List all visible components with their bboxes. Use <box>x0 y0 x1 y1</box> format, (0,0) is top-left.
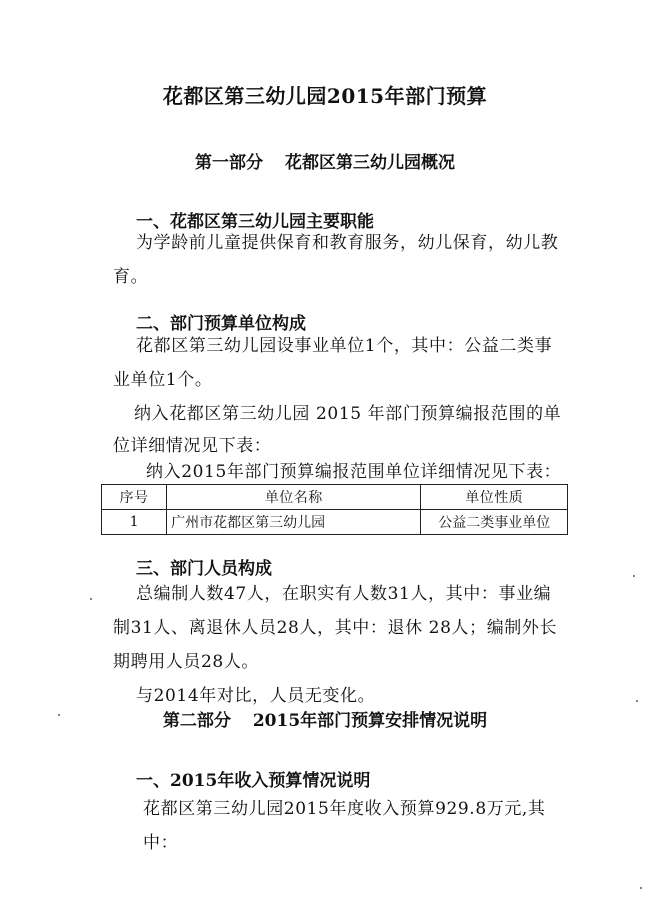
section-two-para2-line2: 位详细情况见下表： <box>113 436 272 456</box>
section-one-text-line2: 育。 <box>113 267 149 287</box>
table-header-row <box>102 485 568 510</box>
table-header-unit-name: 单位名称 <box>167 485 421 510</box>
part-two-title <box>0 706 650 731</box>
part-two-section-one-heading: 一、2015年收入预算情况说明 <box>136 771 371 791</box>
part-two-name: 2015年部门预算安排情况说明 <box>252 711 488 731</box>
section-two-para1-line1: 花都区第三幼儿园设事业单位1个，其中：公益二类事 <box>136 336 553 356</box>
section-one-text-line1: 为学龄前儿童提供保育和教育服务，幼儿保育，幼儿教 <box>136 233 559 253</box>
section-three-para1-line2: 制31人、离退休人员28人，其中：退休 28人；编制外长 <box>113 618 558 638</box>
table-row <box>102 510 568 535</box>
table-header-unit-type: 单位性质 <box>421 485 568 510</box>
table-header-index: 序号 <box>102 485 167 510</box>
section-three-para1-line1: 总编制人数47人，在职实有人数31人，其中：事业编 <box>136 584 552 604</box>
section-three-heading: 三、部门人员构成 <box>136 559 272 579</box>
unit-table <box>101 484 568 535</box>
section-two-para2-line1: 纳入花都区第三幼儿园 2015 年部门预算编报范围的单 <box>134 404 562 424</box>
section-two-heading: 二、部门预算单位构成 <box>136 314 306 334</box>
section-three-para2: 与2014年对比，人员无变化。 <box>136 686 376 706</box>
scan-speck <box>636 700 638 702</box>
section-one-heading: 一、花都区第三幼儿园主要职能 <box>136 212 374 232</box>
table-cell-unit-name: 广州市花都区第三幼儿园 <box>167 510 421 535</box>
document-title: 花都区第三幼儿园2015年部门预算 <box>162 84 488 108</box>
section-three-para1-line3: 期聘用人员28人。 <box>113 652 260 672</box>
table-caption: 纳入2015年部门预算编报范围单位详细情况见下表： <box>146 462 562 482</box>
scan-speck <box>640 887 642 889</box>
part-one-label: 第一部分 <box>195 153 263 173</box>
part-one-name: 花都区第三幼儿园概况 <box>285 153 455 173</box>
section-two-para1-line2: 业单位1个。 <box>113 370 213 390</box>
scan-speck <box>90 598 92 600</box>
table-cell-unit-type: 公益二类事业单位 <box>421 510 568 535</box>
scan-speck <box>58 714 60 716</box>
part-two-section-one-text: 花都区第三幼儿园2015年度收入预算929.8万元,其中： <box>143 799 546 853</box>
scan-speck <box>633 575 635 577</box>
part-two-label: 第二部分 <box>162 711 231 731</box>
part-one-title <box>0 148 650 173</box>
table-cell-index: 1 <box>102 510 167 535</box>
